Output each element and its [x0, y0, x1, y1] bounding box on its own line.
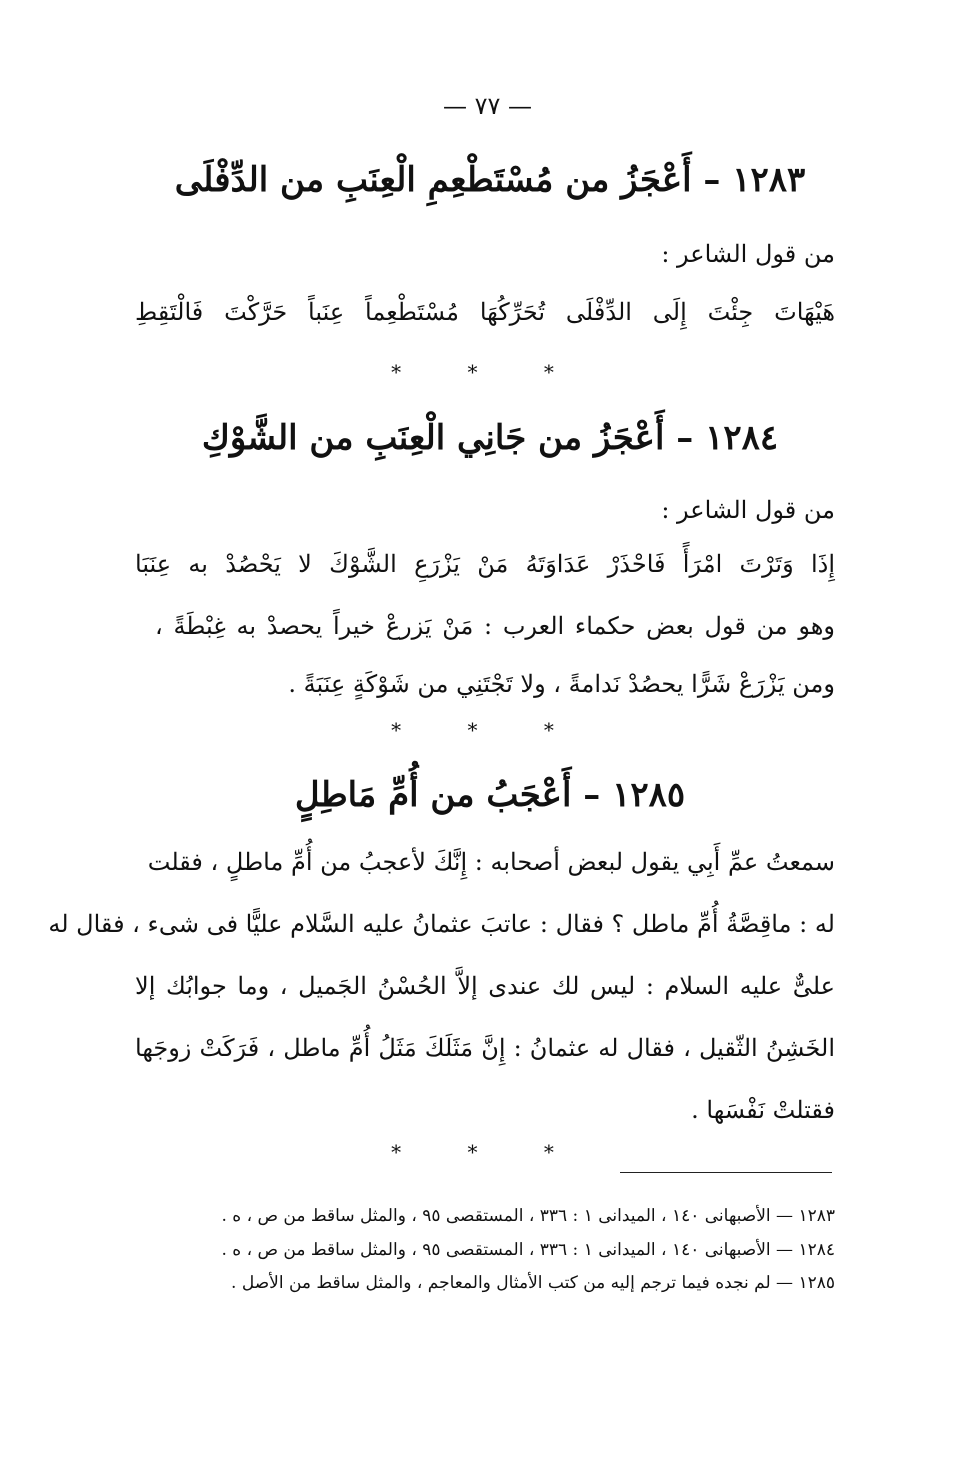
entry-heading-1285: ١٢٨٥ – أَعْجَبُ من أُمِّ مَاطِلٍ — [294, 775, 686, 815]
entry-prose-line: ومن يَزْرَعْ شَرًّا يحصُدْ نَدامةً ، ولا تَجْتَنِي من شَوْكَةٍ عِنَبَةً . — [288, 670, 835, 698]
footnote-1283: ١٢٨٣ — الأصبهانى ١٤٠ ، الميدانى ١ : ٣٣٦ ، المستقصى ٩٥ ، والمثل ساقط من ص ، ه . — [221, 1206, 835, 1226]
entry-intro-1284: من قول الشاعر : — [661, 496, 835, 524]
footnote-1284: ١٢٨٤ — الأصبهانى ١٤٠ ، الميدانى ١ : ٣٣٦ ، المستقصى ٩٥ ، والمثل ساقط من ص ، ه . — [221, 1240, 835, 1260]
entry-prose-line: فقتلتْ نَفْسَها . — [691, 1096, 835, 1124]
entry-prose-line: سمعتُ عمِّ أَبِي يقول لبعض أصحابه : إِنَّكَ لأعجبُ من أُمِّ ماطلٍ ، فقلت — [147, 848, 835, 876]
footnote-1285: ١٢٨٥ — لم نجده فيما ترجم إليه من كتب الأمثال والمعاجم ، والمثل ساقط من الأصل . — [231, 1273, 835, 1293]
section-separator: * * * — [391, 360, 584, 384]
entry-prose-line: علىٌّ عليه السلام : ليس لك عندى إلاَّ الحُسْنُ الجَميل ، وما جوابُك إلا — [135, 972, 835, 1000]
entry-prose-line: وهو من قول بعض حكماء العرب : مَنْ يَزرعْ خيراً يحصدْ به غِبْطَةً ، — [155, 612, 836, 640]
entry-prose-line: له : ماقِصَّةُ أُمِّ ماطل ؟ فقال : عاتبَ عثمانُ عليه السَّلام عليًّا فى شىء ، فقال له — [48, 910, 835, 938]
entry-heading-1284: ١٢٨٤ – أَعْجَزُ من جَانِي الْعِنَبِ من الشَّوْكِ — [201, 418, 779, 458]
footnote-divider — [620, 1172, 832, 1173]
entry-intro-1283: من قول الشاعر : — [661, 240, 835, 268]
entry-heading-1283: ١٢٨٣ – أَعْجَزُ من مُسْتَطْعِمِ الْعِنَبِ من الدِّفْلَى — [174, 160, 806, 200]
entry-verse-1284: إِذَا وَتَرْتَ امْرَأً فَاحْذَرْ عَدَاوَتَهُ مَنْ يَزْرَعِ الشَّوْكَ لا يَحْصُدْ به عِنَبَا — [135, 550, 835, 578]
page-number: — ٧٧ — — [442, 92, 533, 120]
section-separator: * * * — [391, 1140, 584, 1164]
section-separator: * * * — [391, 718, 584, 742]
entry-verse-1283: هَيْهَاتَ جِئْتَ إِلَى الدِّفْلَى تُحَرِّكُهَا مُسْتَطْعِماً عِنَباً حَرَّكْتَ فَالْتَقِطِ — [135, 298, 835, 326]
entry-prose-line: الخَشِنُ الثّقيل ، فقال له عثمانُ : إِنَّ مَثَلَكَ مَثَلُ أُمِّ ماطل ، فَرَكَتْ زوجَها — [135, 1034, 835, 1062]
